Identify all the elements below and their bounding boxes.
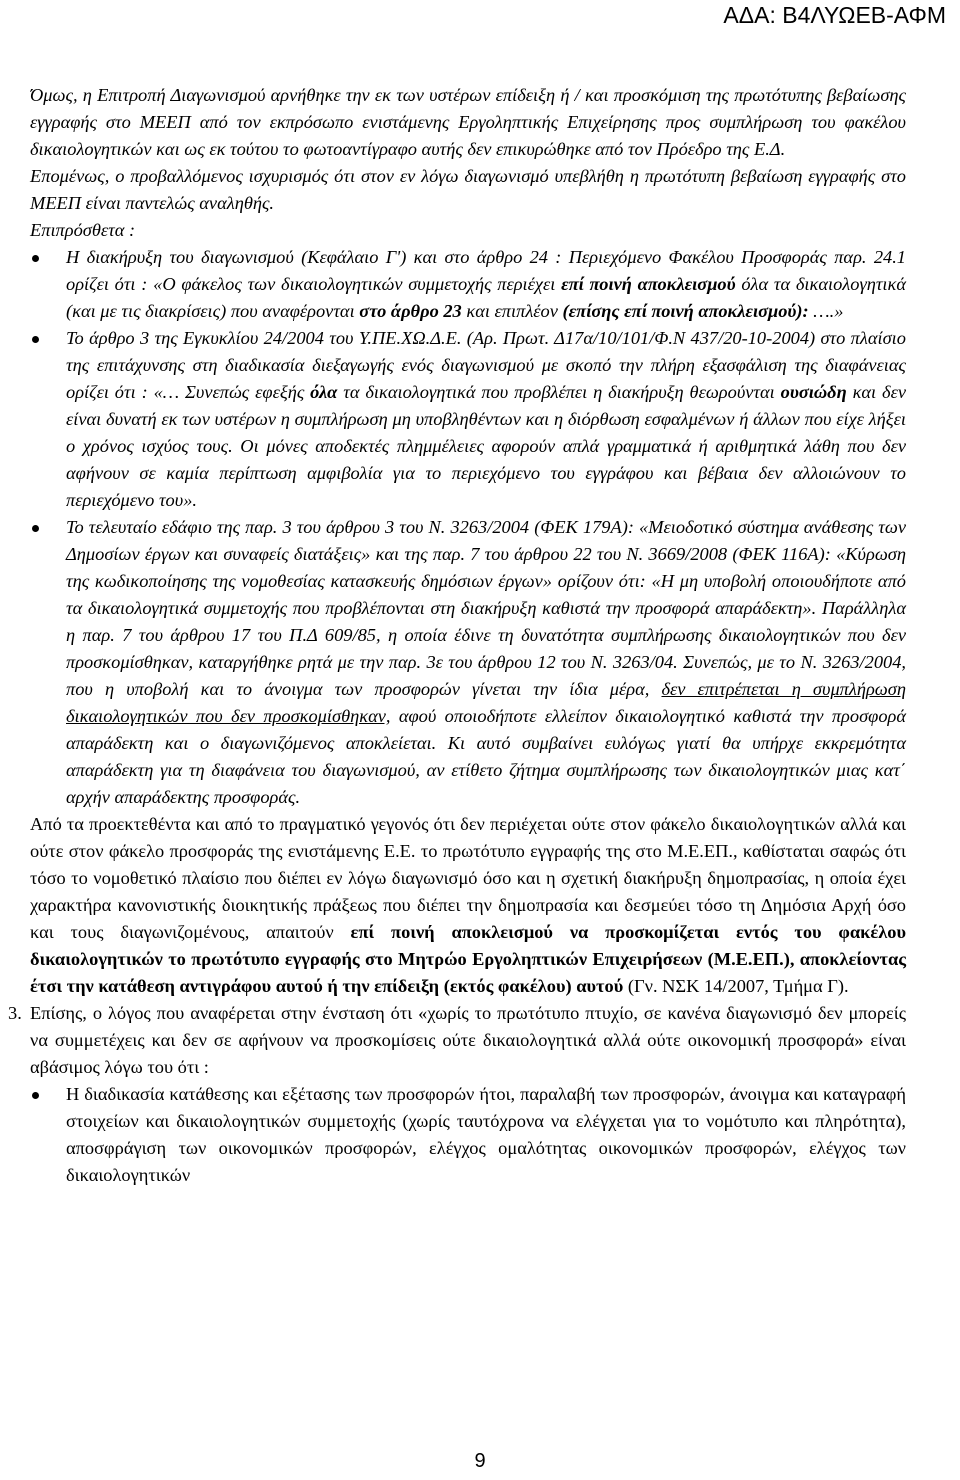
item-number: 3. (8, 1003, 22, 1023)
bullet-icon (30, 325, 66, 352)
item-text: Επίσης, ο λόγος που αναφέρεται στην ένσταση ότι «χωρίς το πρωτότυπο πτυχίο, σε κανένα διαγωνισμό δεν μπορείς να συμμετέχεις και δεν σε αφήνουν να προσκομίσεις ούτε δικαιολογητικά αλλά ούτε οικονομική προσφορά» είναι αβάσιμος λόγω του ότι : (30, 1003, 906, 1077)
bullet-icon (30, 244, 66, 271)
bullet-item-1 (30, 244, 906, 325)
bullet-item-2 (30, 325, 906, 514)
bullet-text-3: Το τελευταίο εδάφιο της παρ. 3 του άρθρου 3 του Ν. 3263/2004 (ΦΕΚ 179Α): «Μειοδοτικό σύστημα ανάθεσης των Δημοσίων έργων και συναφείς διατάξεις» και της παρ. 7 του άρθρου 22 του Ν. 3669/2008 (ΦΕΚ 116Α): «Κύρωση της κωδικοποίησης της νομοθεσίας κατασκευής δημόσιων έργων» ορίζουν ότι: «Η μη υποβολή οποιουδήποτε από τα δικαιολογητικά συμμετοχής που προβλέπονται στη διακήρυξη καθιστά την προσφορά απαράδεκτη». Παράλληλα η παρ. 7 του άρθρου 17 του Π.Δ 609/85, η οποία έδινε τη δυνατότητα συμπλήρωσης δικαιολογητικών που δεν προσκομίσθηκαν, καταργήθηκε ρητά με την παρ. 3ε του άρθρου 12 του Ν. 3263/04. Συνεπώς, με το Ν. 3263/2004, που η υποβολή και το άνοιγμα των προσφορών γίνεται την ίδια μέρα, δεν επιτρέπεται η συμπλήρωση δικαιολογητικών που δεν προσκομίσθηκαν, αφού οποιοδήποτε ελλείπον δικαιολογητικό καθιστά την προσφορά απαράδεκτη και ο διαγωνιζόμενος αποκλείεται. Κι αυτό συμβαίνει ευλόγως γιατί θα υπήρχε εκκρεμότητα απαράδεκτη για τη διαφάνεια του διαγωνισμού, αν ετίθετο ζήτημα συμπλήρωσης των δικαιολογητικών μιας κατ΄ αρχήν απαράδεκτης προσφοράς. (66, 517, 906, 807)
bullet-text-2: Το άρθρο 3 της Εγκυκλίου 24/2004 του Υ.ΠΕ.ΧΩ.Δ.Ε. (Αρ. Πρωτ. Δ17α/10/101/Φ.Ν 437/20-10-2004) στο πλαίσιο της επιτάχυνσης στη διαδικασία διεξαγωγής ενός διαγωνισμού με σκοπό την πλήρη εξασφάλιση της διαφάνειας ορίζει ότι : «… Συνεπώς εφεξής όλα τα δικαιολογητικά που προβλέπει η διακήρυξη θεωρούνται ουσιώδη και δεν είναι δυνατή εκ των υστέρων η συμπλήρωση μη υποβληθέντων και η διόρθωση εσφαλμένων ή άλλων που είχε λήξει ο χρόνος ισχύος τους. Οι μόνες αποδεκτές πλημμέλειες αφορούν απλά γραμματικά ή αριθμητικά λάθη που δεν αφήνουν σε καμία περίπτωση αμφιβολία για το περιεχόμενο του εγγράφου και βέβαια δεν αλλοιώνουν το περιεχόμενο του». (66, 328, 906, 510)
bullet-item-4 (30, 1081, 906, 1189)
bullet-text-1: Η διακήρυξη του διαγωνισμού (Κεφάλαιο Γ') και στο άρθρο 24 : Περιεχόμενο Φακέλου Προσφοράς παρ. 24.1 ορίζει ότι : «Ο φάκελος των δικαιολογητικών συμμετοχής περιέχει επί ποινή αποκλεισμού όλα τα δικαιολογητικά (και με τις διακρίσεις) που αναφέρονται στο άρθρο 23 και επιπλέον (επίσης επί ποινή αποκλεισμού): ….» (66, 247, 907, 321)
page-number: 9 (474, 1450, 486, 1472)
bullet-icon (30, 514, 66, 541)
bullet-item-3 (30, 514, 906, 811)
bullet-icon (30, 1081, 66, 1108)
paragraph-3: Επιπρόσθετα : (30, 220, 136, 240)
ada-code: ΑΔΑ: Β4ΛΥΩΕΒ-ΑΦΜ (723, 2, 946, 28)
paragraph-1: Όμως, η Επιτροπή Διαγωνισμού αρνήθηκε την εκ των υστέρων επίδειξη ή / και προσκόμιση της πρωτότυπης βεβαίωσης εγγραφής στο ΜΕΕΠ από τον εκπρόσωπο ενιστάμενης Εργοληπτικής Επιχείρησης προς συμπλήρωση του φακέλου δικαιολογητικών και ως εκ τούτου το φωτοαντίγραφο αυτής δεν επικυρώθηκε από τον Πρόεδρο της Ε.Δ. (30, 85, 906, 159)
paragraph-4: Από τα προεκτεθέντα και από το πραγματικό γεγονός ότι δεν περιέχεται ούτε στον φάκελο δικαιολογητικών αλλά και ούτε στον φάκελο προσφοράς της ενιστάμενης Ε.Ε. το πρωτότυπο εγγραφής της στο Μ.Ε.ΕΠ., καθίσταται σαφώς ότι τόσο το νομοθετικό πλαίσιο που διέπει εν λόγω διαγωνισμό όσο και η σχετική διακήρυξη δημοπρασίας, η οποία έχει χαρακτήρα κανονιστικής διοικητικής πράξεως που διέπει την δημοπρασία και δεσμεύει τόσο τη Δημόσια Αρχή όσο και τους διαγωνιζομένους, απαιτούν επί ποινή αποκλεισμού να προσκομίζεται εντός του φακέλου δικαιολογητικών το πρωτότυπο εγγραφής στο Μητρώο Εργοληπτικών Επιχειρήσεων (Μ.Ε.ΕΠ.), αποκλείοντας έτσι την κατάθεση αντιγράφου αυτού ή την επίδειξη (εκτός φακέλου) αυτού (Γν. ΝΣΚ 14/2007, Τμήμα Γ). (30, 814, 907, 996)
numbered-item-3 (8, 1000, 906, 1081)
bullet-text-4: Η διαδικασία κατάθεσης και εξέτασης των προσφορών ήτοι, παραλαβή των προσφορών, άνοιγμα και καταγραφή στοιχείων και δικαιολογητικών συμμετοχής (χωρίς ταυτόχρονα να ελέγχεται για το νομότυπο και πληρότητα), αποσφράγιση των οικονομικών προσφορών, ελέγχος ομαλότητας οικονομικών προσφορών, ελέγχος των δικαιολογητικών (66, 1084, 906, 1185)
paragraph-2: Επομένως, ο προβαλλόμενος ισχυρισμός ότι στον εν λόγω διαγωνισμό υπεβλήθη η πρωτότυπη βεβαίωση εγγραφής στο ΜΕΕΠ είναι παντελώς αναληθής. (30, 166, 906, 213)
document-body (8, 82, 907, 1189)
